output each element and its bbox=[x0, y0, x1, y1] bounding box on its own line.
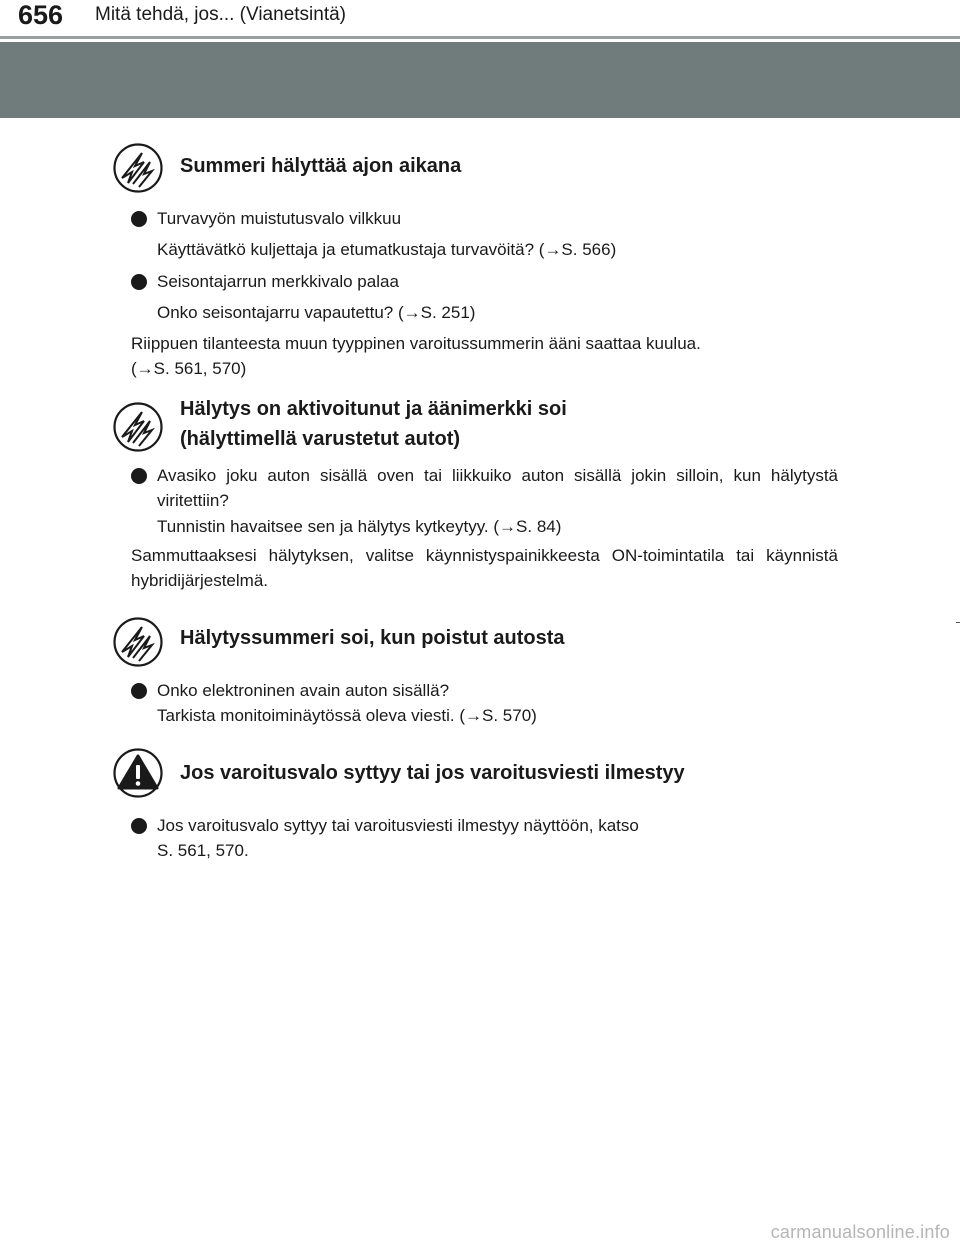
bullet-dot bbox=[131, 468, 147, 484]
item-text: Onko elektroninen avain auton sisällä? bbox=[157, 681, 450, 700]
section-heading: Hälytys on aktivoitunut ja äänimerkki soi bbox=[180, 398, 567, 420]
note-text: (→S. 561, 570) bbox=[131, 359, 247, 378]
page-number: 656 bbox=[18, 0, 64, 30]
header-band bbox=[0, 42, 960, 118]
bullet-dot bbox=[131, 274, 147, 290]
buzzer-icon bbox=[113, 402, 163, 452]
watermark: carmanualsonline.info bbox=[770, 1222, 950, 1242]
item-subtext: S. 561, 570. bbox=[157, 841, 249, 860]
item-subtext: Tunnistin havaitsee sen ja hälytys kytkeytyy. (→S. 84) bbox=[157, 517, 562, 536]
page-header bbox=[0, 0, 960, 118]
margin-tick bbox=[956, 622, 960, 623]
section-heading: Hälytyssummeri soi, kun poistut autosta bbox=[180, 627, 565, 649]
bullet-dot bbox=[131, 818, 147, 834]
header-rule bbox=[0, 36, 960, 39]
item-text: Jos varoitusvalo syttyy tai varoitusviesti ilmestyy näyttöön, katso bbox=[157, 816, 639, 835]
section-heading: (hälyttimellä varustetut autot) bbox=[180, 428, 461, 450]
item-text: Avasiko joku auton sisällä oven tai liikkuiko auton sisällä jokin silloin, kun hälytystä viritettiin? bbox=[157, 466, 838, 510]
buzzer-icon bbox=[113, 143, 163, 193]
bullet-dot bbox=[131, 211, 147, 227]
section-heading: Jos varoitusvalo syttyy tai jos varoitusviesti ilmestyy bbox=[180, 762, 685, 784]
item-subtext: Onko seisontajarru vapautettu? (→S. 251) bbox=[157, 303, 476, 322]
note-text: Sammuttaaksesi hälytyksen, valitse käynnistyspainikkeesta ON-toimintatila tai käynnistä hybridijärjestelmä. bbox=[131, 546, 838, 590]
buzzer-icon bbox=[113, 617, 163, 667]
warning-triangle-icon bbox=[113, 748, 163, 798]
section-heading: Summeri hälyttää ajon aikana bbox=[180, 155, 462, 177]
running-title: Mitä tehdä, jos... (Vianetsintä) bbox=[95, 4, 346, 25]
item-subtext: Tarkista monitoiminäytössä oleva viesti. (→S. 570) bbox=[157, 706, 537, 725]
bullet-dot bbox=[131, 683, 147, 699]
note-text: Riippuen tilanteesta muun tyyppinen varoitussummerin ääni saattaa kuulua. bbox=[131, 334, 701, 353]
item-text: Seisontajarrun merkkivalo palaa bbox=[157, 272, 399, 291]
item-text: Turvavyön muistutusvalo vilkkuu bbox=[157, 209, 402, 228]
item-subtext: Käyttävätkö kuljettaja ja etumatkustaja turvavöitä? (→S. 566) bbox=[157, 240, 617, 259]
